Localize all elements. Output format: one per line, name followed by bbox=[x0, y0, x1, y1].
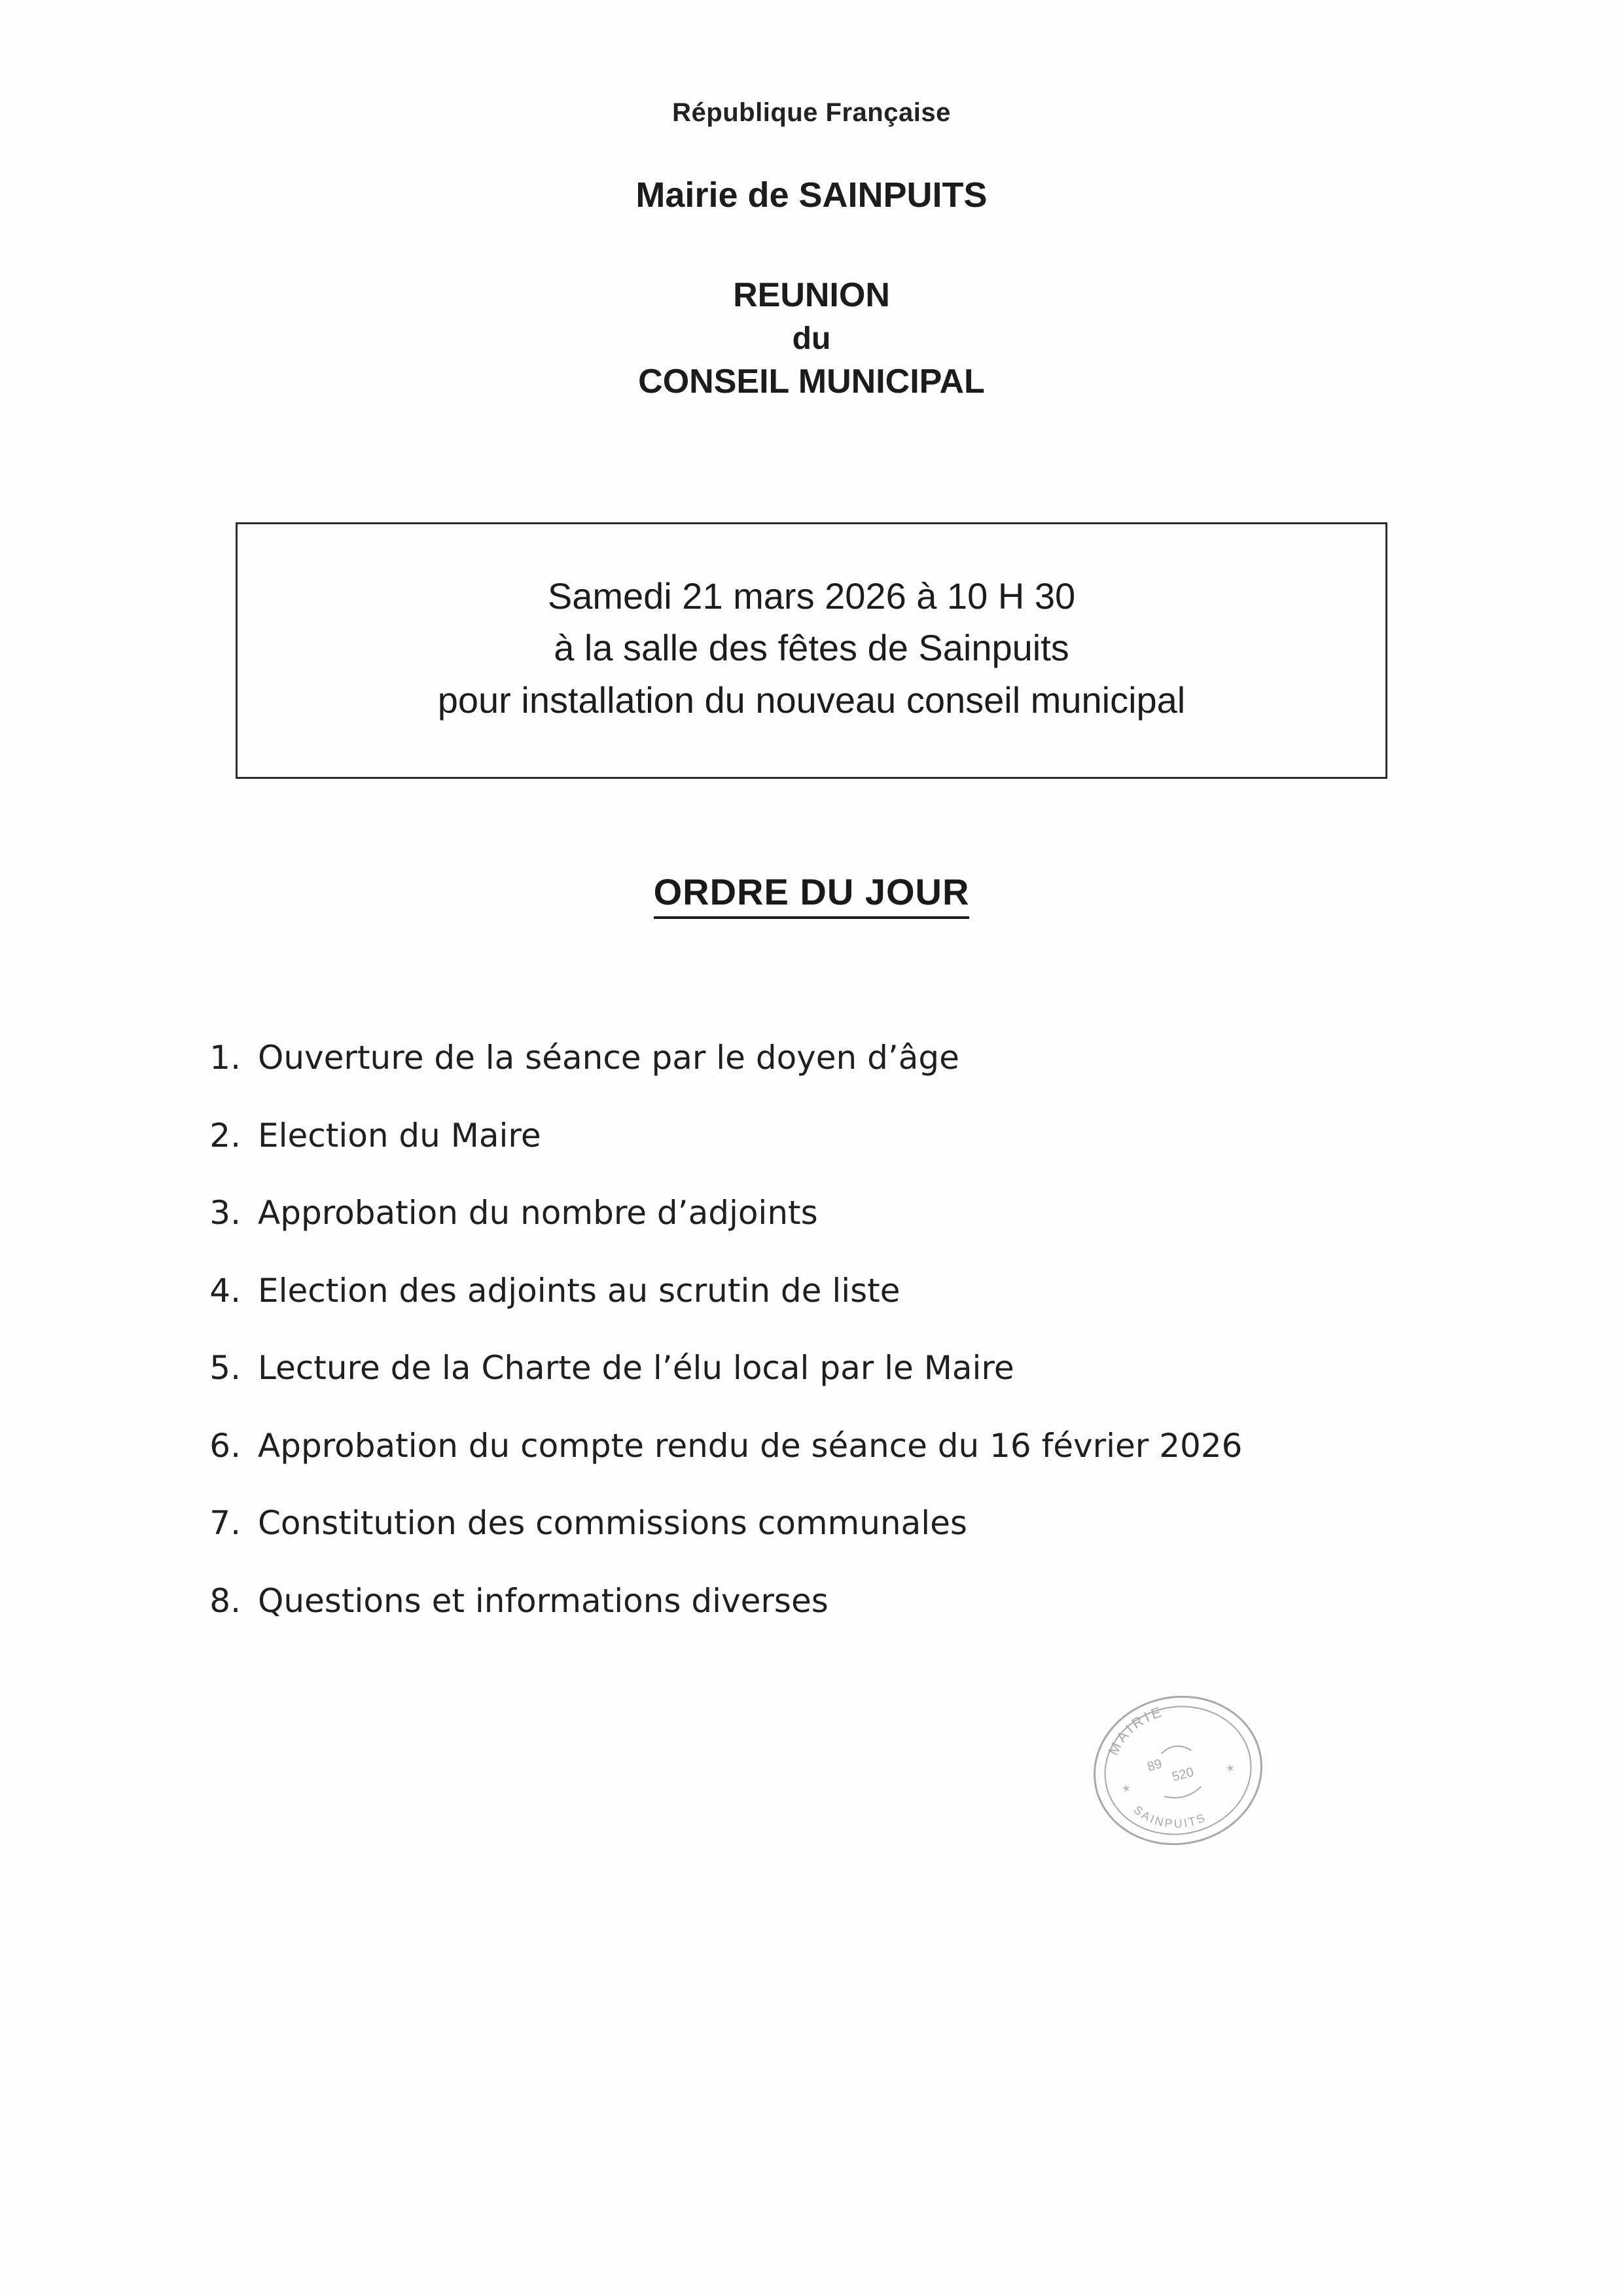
agenda-item-label: Approbation du compte rendu de séance du 16 février 2026 bbox=[258, 1426, 1243, 1465]
agenda-list bbox=[0, 1037, 1623, 1621]
list-item bbox=[190, 1115, 1623, 1157]
svg-text:*: * bbox=[1225, 1760, 1236, 1782]
agenda-item-number: 5. bbox=[209, 1349, 241, 1388]
list-item bbox=[190, 1581, 1623, 1622]
agenda-item-label: Election des adjoints au scrutin de liste bbox=[258, 1271, 901, 1310]
republic-heading: République Française bbox=[672, 98, 951, 127]
agenda-item-number: 6. bbox=[209, 1426, 241, 1465]
agenda-item-number: 2. bbox=[209, 1116, 241, 1155]
list-item bbox=[190, 1270, 1623, 1312]
agenda-item-number: 1. bbox=[209, 1039, 241, 1077]
agenda-title bbox=[0, 870, 1623, 913]
svg-text:MAIRIE: MAIRIE bbox=[1105, 1703, 1166, 1758]
meeting-purpose: pour installation du nouveau conseil municipal bbox=[437, 679, 1186, 721]
meeting-location: à la salle des fêtes de Sainpuits bbox=[554, 627, 1069, 669]
meeting-heading bbox=[0, 273, 1623, 404]
list-item bbox=[190, 1037, 1623, 1079]
agenda-item-label: Ouverture de la séance par le doyen d’âge bbox=[258, 1039, 959, 1077]
meeting-details-box bbox=[236, 522, 1387, 780]
agenda-item-number: 4. bbox=[209, 1271, 241, 1310]
agenda-item-label: Questions et informations diverses bbox=[258, 1581, 829, 1620]
list-item bbox=[190, 1348, 1623, 1389]
svg-text:520: 520 bbox=[1170, 1765, 1196, 1785]
agenda-item-number: 3. bbox=[209, 1194, 241, 1232]
meeting-heading-line2: du bbox=[792, 321, 831, 356]
agenda-item-label: Lecture de la Charte de l’élu local par le Maire bbox=[258, 1349, 1014, 1388]
svg-text:89: 89 bbox=[1145, 1756, 1164, 1775]
town-hall-heading: Mairie de SAINPUITS bbox=[635, 175, 988, 215]
agenda-title-text: ORDRE DU JOUR bbox=[654, 871, 970, 919]
document-header bbox=[0, 0, 1623, 404]
official-stamp-icon bbox=[1073, 1673, 1284, 1869]
meeting-heading-line3: CONSEIL MUNICIPAL bbox=[638, 362, 985, 401]
agenda-item-label: Election du Maire bbox=[258, 1116, 541, 1155]
meeting-heading-line1: REUNION bbox=[733, 276, 890, 314]
list-item bbox=[190, 1426, 1623, 1467]
svg-text:SAINPUITS: SAINPUITS bbox=[1131, 1803, 1209, 1831]
list-item bbox=[190, 1503, 1623, 1544]
agenda-item-number: 7. bbox=[209, 1504, 241, 1543]
agenda-item-number: 8. bbox=[209, 1581, 241, 1620]
agenda-item-label: Constitution des commissions communales bbox=[258, 1504, 967, 1543]
svg-text:*: * bbox=[1121, 1780, 1132, 1802]
meeting-datetime: Samedi 21 mars 2026 à 10 H 30 bbox=[547, 575, 1076, 617]
agenda-item-label: Approbation du nombre d’adjoints bbox=[258, 1194, 818, 1232]
list-item bbox=[190, 1193, 1623, 1234]
